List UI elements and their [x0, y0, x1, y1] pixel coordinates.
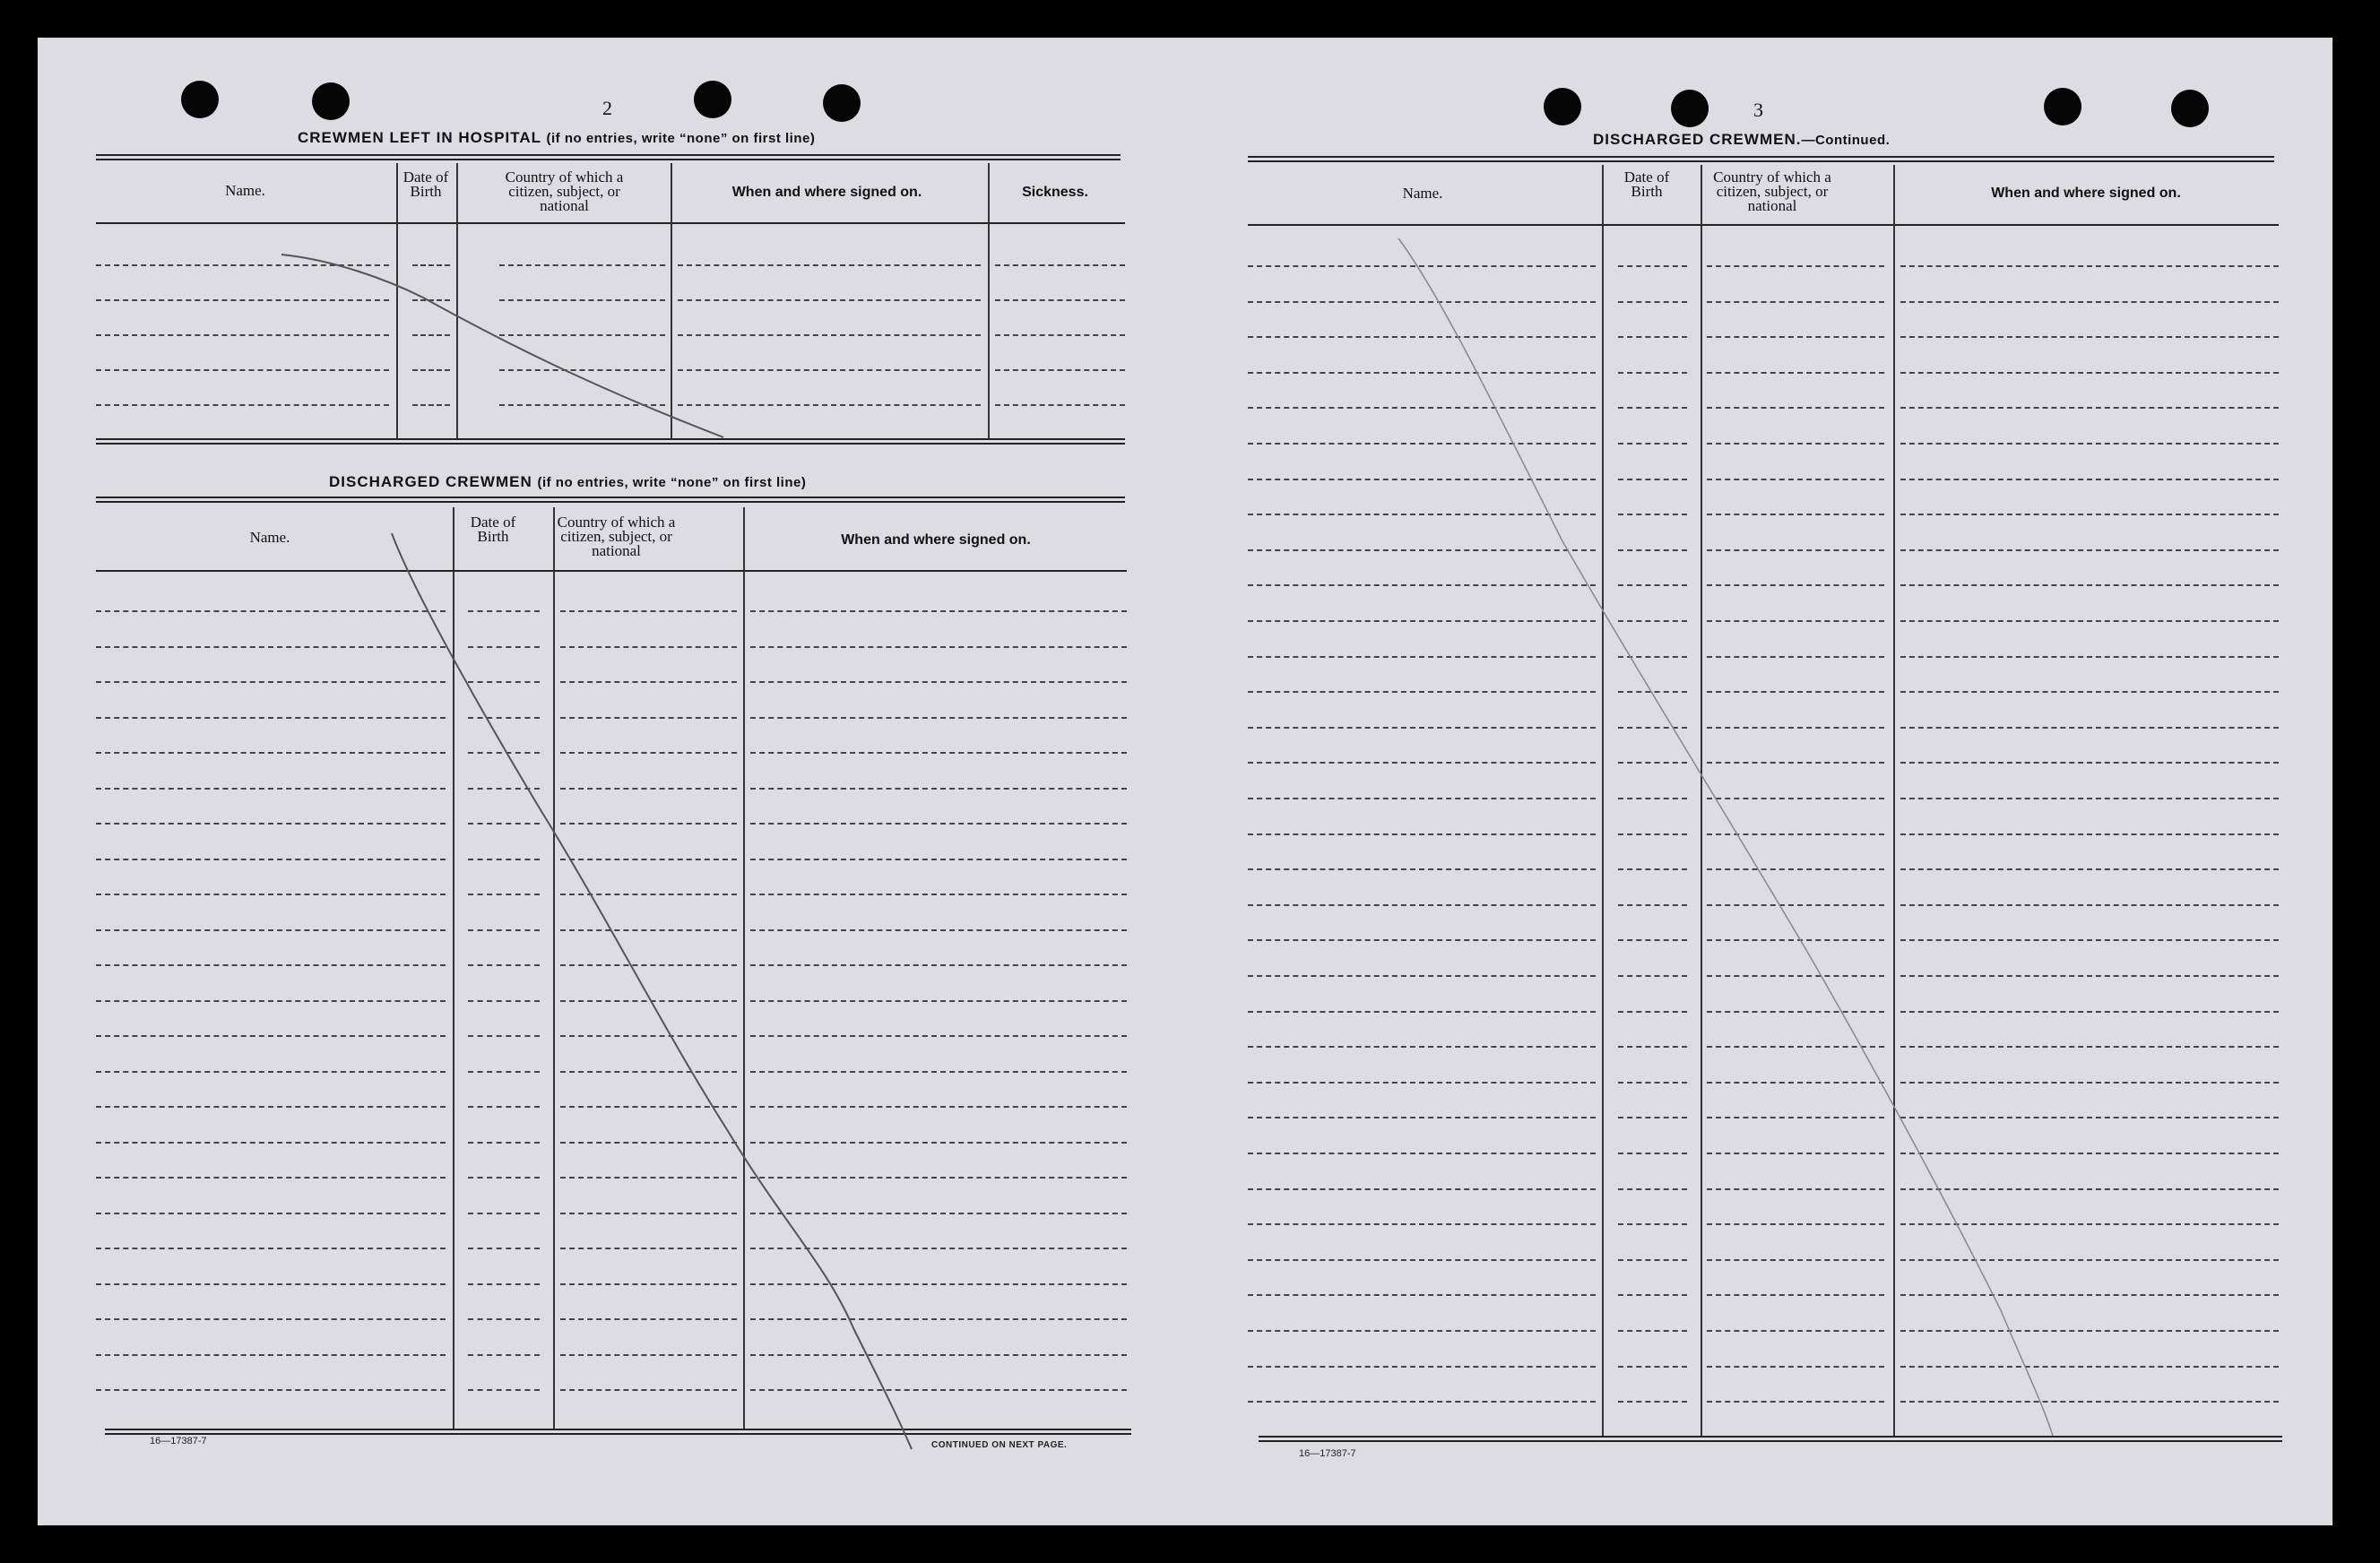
discharged-col-dob: Date of Birth — [470, 514, 516, 545]
hospital-col-dob: Date of Birth — [402, 168, 449, 200]
discharged-col-name: Name. — [249, 529, 290, 546]
discharged-col-country: Country of which a citizen, subject, or national — [557, 514, 676, 559]
form-number-right: 16—17387-7 — [1299, 1448, 1356, 1459]
page-number-right: 3 — [1753, 99, 1763, 121]
form-number-left: 16—17387-7 — [150, 1436, 207, 1446]
scanned-form-sheet — [38, 38, 2332, 1525]
discharged-continued-title: DISCHARGED CREWMEN.—Continued. — [1593, 131, 1891, 148]
right-col-name: Name. — [1402, 185, 1443, 202]
pencil-stroke-hospital — [281, 255, 723, 437]
hospital-col-name: Name. — [225, 182, 265, 199]
discharged-section-title: DISCHARGED CREWMEN (if no entries, write “none” on first line) — [329, 473, 807, 490]
hospital-section-title: CREWMEN LEFT IN HOSPITAL (if no entries, write “none” on first line) — [298, 129, 816, 146]
hospital-col-signed-on: When and where signed on. — [731, 185, 922, 200]
page-number-left: 2 — [602, 97, 612, 119]
hospital-col-sickness: Sickness. — [1022, 185, 1088, 200]
right-col-dob: Date of Birth — [1623, 168, 1670, 200]
right-col-country: Country of which a citizen, subject, or national — [1713, 168, 1831, 214]
continued-note: CONTINUED ON NEXT PAGE. — [931, 1440, 1068, 1450]
pencil-stroke-discharged-right — [1398, 238, 2053, 1436]
discharged-col-signed-on: When and where signed on. — [841, 532, 1031, 548]
pencil-stroke-discharged-left — [392, 533, 912, 1449]
pencil-strikethrough-marks — [38, 38, 2332, 1525]
hospital-col-country: Country of which a citizen, subject, or national — [505, 168, 624, 214]
right-col-signed-on: When and where signed on. — [1991, 186, 2181, 201]
